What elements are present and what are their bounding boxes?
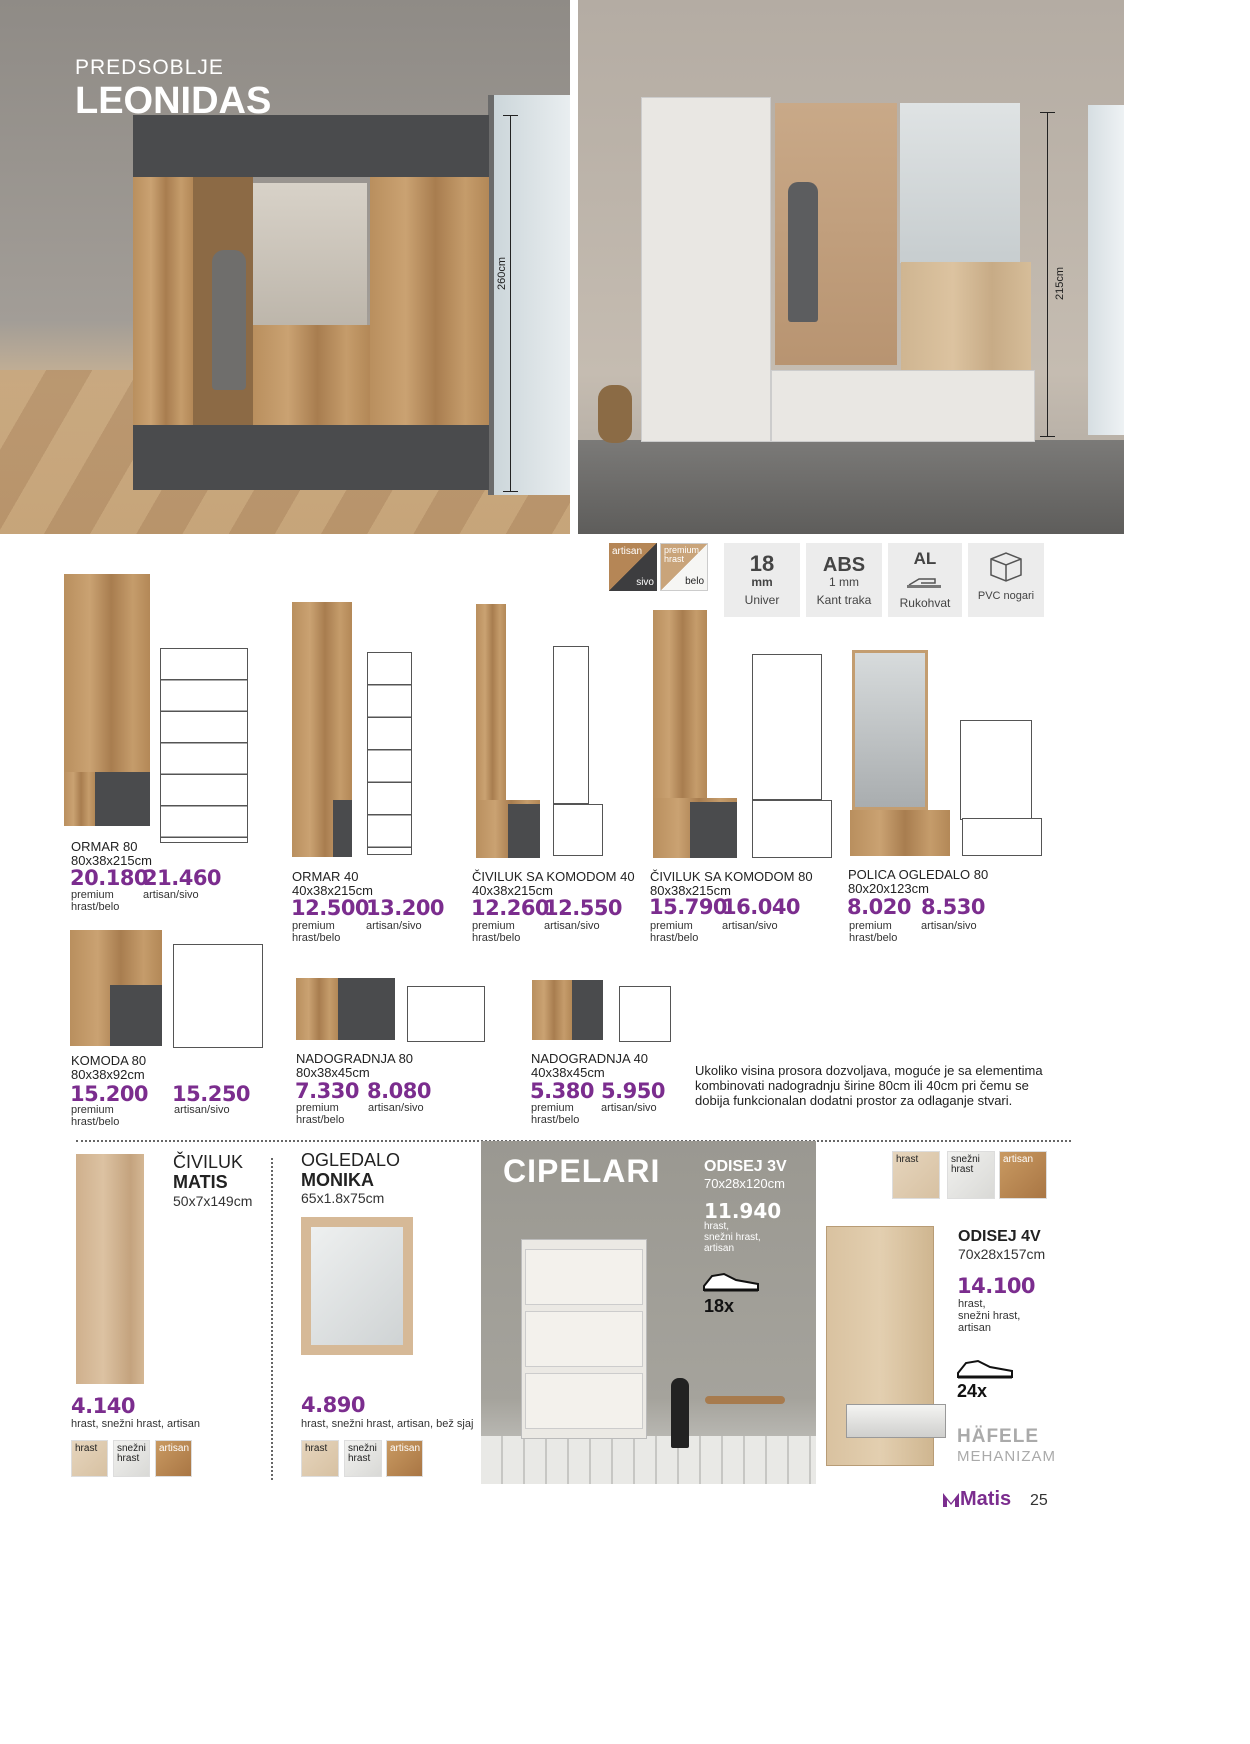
matis-line1: ČIVILUK (173, 1152, 244, 1172)
matis-logo-icon (942, 1491, 960, 1509)
nad40-label2: artisan/sivo (601, 1102, 657, 1114)
odisej4-colors: hrast, snežni hrast, artisan (958, 1298, 1021, 1334)
ormar40-name: ORMAR 40 (292, 869, 359, 884)
nad40-photo (532, 980, 572, 1040)
ormar40-dims: 40x38x215cm (292, 883, 373, 898)
color-option-premium-belo: premium hrast belo (660, 543, 708, 591)
color-option-artisan-sivo: artisan sivo (609, 543, 657, 591)
monika-dims: 65x1.8x75cm (301, 1190, 385, 1206)
odisej3-price: 11.940 (704, 1199, 782, 1223)
nad80-dims: 80x38x45cm (296, 1065, 370, 1080)
nad40-name: NADOGRADNJA 40 (531, 1051, 649, 1066)
civ80-photo (653, 610, 707, 798)
komoda-name: KOMODA 80 (71, 1053, 147, 1068)
polica-name: POLICA OGLEDALO 80 (848, 867, 989, 882)
komoda-price1: 15.200 (70, 1082, 149, 1106)
komoda-price2: 15.250 (172, 1082, 251, 1106)
monika-swatch-hrast: hrast (301, 1440, 339, 1477)
odisej-swatch-snezni: snežni hrast (947, 1151, 995, 1199)
polica-label1: premium hrast/belo (849, 920, 898, 944)
polica-label2: artisan/sivo (921, 920, 977, 932)
ormar40-label1: premium hrast/belo (292, 920, 341, 944)
civ40-drawing (553, 646, 589, 804)
nad40-price1: 5.380 (530, 1079, 594, 1103)
shoe-icon (956, 1355, 1016, 1381)
odisej4-dims: 70x28x157cm (958, 1246, 1046, 1262)
odisej4-price: 14.100 (957, 1274, 1036, 1298)
matis-photo (76, 1154, 144, 1384)
feature-kant-traka: ABS 1 mm Kant traka (806, 543, 882, 617)
matis-swatch-snezni: snežni hrast (113, 1440, 150, 1477)
komoda-label2: artisan/sivo (174, 1104, 230, 1116)
ormar80-drawing (160, 648, 248, 843)
nad80-price1: 7.330 (295, 1079, 359, 1103)
civ80-label2: artisan/sivo (722, 920, 778, 932)
polica-drawing (960, 720, 1032, 820)
nad40-label1: premium hrast/belo (531, 1102, 580, 1126)
komoda-drawing (173, 944, 263, 1048)
odisej3-capacity: 18x (704, 1296, 735, 1316)
matis-colors: hrast, snežni hrast, artisan (71, 1418, 201, 1430)
odisej4-name: ODISEJ 4V (958, 1228, 1041, 1245)
ormar80-name: ORMAR 80 (71, 839, 138, 854)
odisej3-dims: 70x28x120cm (704, 1176, 785, 1191)
height-label-right: 215cm (1054, 266, 1066, 300)
ormar40-price1: 12.500 (291, 896, 370, 920)
matis-swatch-artisan: artisan (155, 1440, 192, 1477)
civ40-label1: premium hrast/belo (472, 920, 521, 944)
page-number: 25 (1030, 1492, 1048, 1509)
civ80-name: ČIVILUK SA KOMODOM 80 (650, 869, 813, 884)
civ40-dims: 40x38x215cm (472, 883, 553, 898)
odisej3-name: ODISEJ 3V (704, 1158, 787, 1175)
komoda-label1: premium hrast/belo (71, 1104, 120, 1128)
civ40-name: ČIVILUK SA KOMODOM 40 (472, 869, 635, 884)
civ40-label2: artisan/sivo (544, 920, 600, 932)
polica-price1: 8.020 (847, 895, 911, 919)
nad80-name: NADOGRADNJA 80 (296, 1051, 414, 1066)
shoe-icon (702, 1268, 762, 1294)
nad40-drawing (619, 986, 671, 1042)
monika-line1: OGLEDALO (301, 1150, 401, 1170)
civ40-price2: 12.550 (544, 896, 623, 920)
feature-pvc-nogari: PVC nogari (968, 543, 1044, 617)
nad80-label2: artisan/sivo (368, 1102, 424, 1114)
ormar80-photo (64, 574, 150, 772)
cipelari-photo (481, 1141, 816, 1484)
polica-price2: 8.530 (921, 895, 985, 919)
ormar40-price2: 13.200 (366, 896, 445, 920)
civ80-label1: premium hrast/belo (650, 920, 699, 944)
box-feet-icon (985, 549, 1027, 585)
hafele-mehanizam: MEHANIZAM (957, 1448, 1056, 1465)
monika-swatch-snezni: snežni hrast (344, 1440, 382, 1477)
ormar80-price1: 20.180 (70, 866, 149, 890)
nad40-dims: 40x38x45cm (531, 1065, 605, 1080)
nad80-price2: 8.080 (367, 1079, 431, 1103)
hero-title: LEONIDAS (75, 80, 272, 122)
cipelari-title: CIPELARI (503, 1153, 661, 1189)
matis-swatch-hrast: hrast (71, 1440, 108, 1477)
odisej3-colors: hrast, snežni hrast, artisan (704, 1221, 761, 1254)
feature-univer: 18 mm Univer (724, 543, 800, 617)
monika-line2: MONIKA (301, 1170, 374, 1190)
nad80-drawing (407, 986, 485, 1042)
ormar40-label2: artisan/sivo (366, 920, 422, 932)
ormar80-dims: 80x38x215cm (71, 853, 152, 868)
matis-price: 4.140 (71, 1394, 135, 1418)
ormar80-label1: premium hrast/belo (71, 889, 120, 913)
ormar40-drawing (367, 652, 412, 855)
nad40-price2: 5.950 (601, 1079, 665, 1103)
hero-subtitle: PREDSOBLJE (75, 56, 224, 79)
info-note: Ukoliko visina prosora dozvoljava, moguće je sa elementima kombinovati nadogradnju širine 80cm ili 40cm pri čemu se dobija funkcionalan dodatni prostor za odlaganje stvari. (695, 1063, 1043, 1108)
monika-mirror (301, 1217, 413, 1355)
polica-photo (852, 650, 928, 810)
monika-price: 4.890 (301, 1393, 365, 1417)
footer-brand: Matis (960, 1488, 1012, 1510)
odisej4-capacity: 24x (957, 1381, 988, 1401)
monika-colors: hrast, snežni hrast, artisan, bež sjaj (301, 1418, 474, 1430)
civ80-drawing (752, 654, 822, 800)
polica-dims: 80x20x123cm (848, 881, 929, 896)
matis-dims: 50x7x149cm (173, 1193, 253, 1209)
handle-icon (905, 571, 945, 591)
monika-swatch-artisan: artisan (386, 1440, 423, 1477)
komoda-dims: 80x38x92cm (71, 1067, 145, 1082)
matis-line2: MATIS (173, 1172, 228, 1192)
nad80-photo (296, 978, 338, 1040)
civ80-price2: 16.040 (722, 895, 801, 919)
nad80-label1: premium hrast/belo (296, 1102, 345, 1126)
hafele-logo: HÄFELE (957, 1426, 1039, 1447)
ormar80-label2: artisan/sivo (143, 889, 199, 901)
column-divider (271, 1158, 273, 1480)
feature-rukohvat: AL Rukohvat (888, 543, 962, 617)
civ80-price1: 15.790 (649, 895, 728, 919)
odisej-swatch-hrast: hrast (892, 1151, 940, 1199)
hero-right-photo (578, 0, 1124, 534)
height-label-left: 260cm (496, 256, 508, 290)
ormar80-price2: 21.460 (143, 866, 222, 890)
civ40-photo (476, 604, 506, 800)
hero-left-photo (0, 0, 570, 534)
civ40-price1: 12.260 (471, 896, 550, 920)
civ80-dims: 80x38x215cm (650, 883, 731, 898)
odisej-swatch-artisan: artisan (999, 1151, 1047, 1199)
